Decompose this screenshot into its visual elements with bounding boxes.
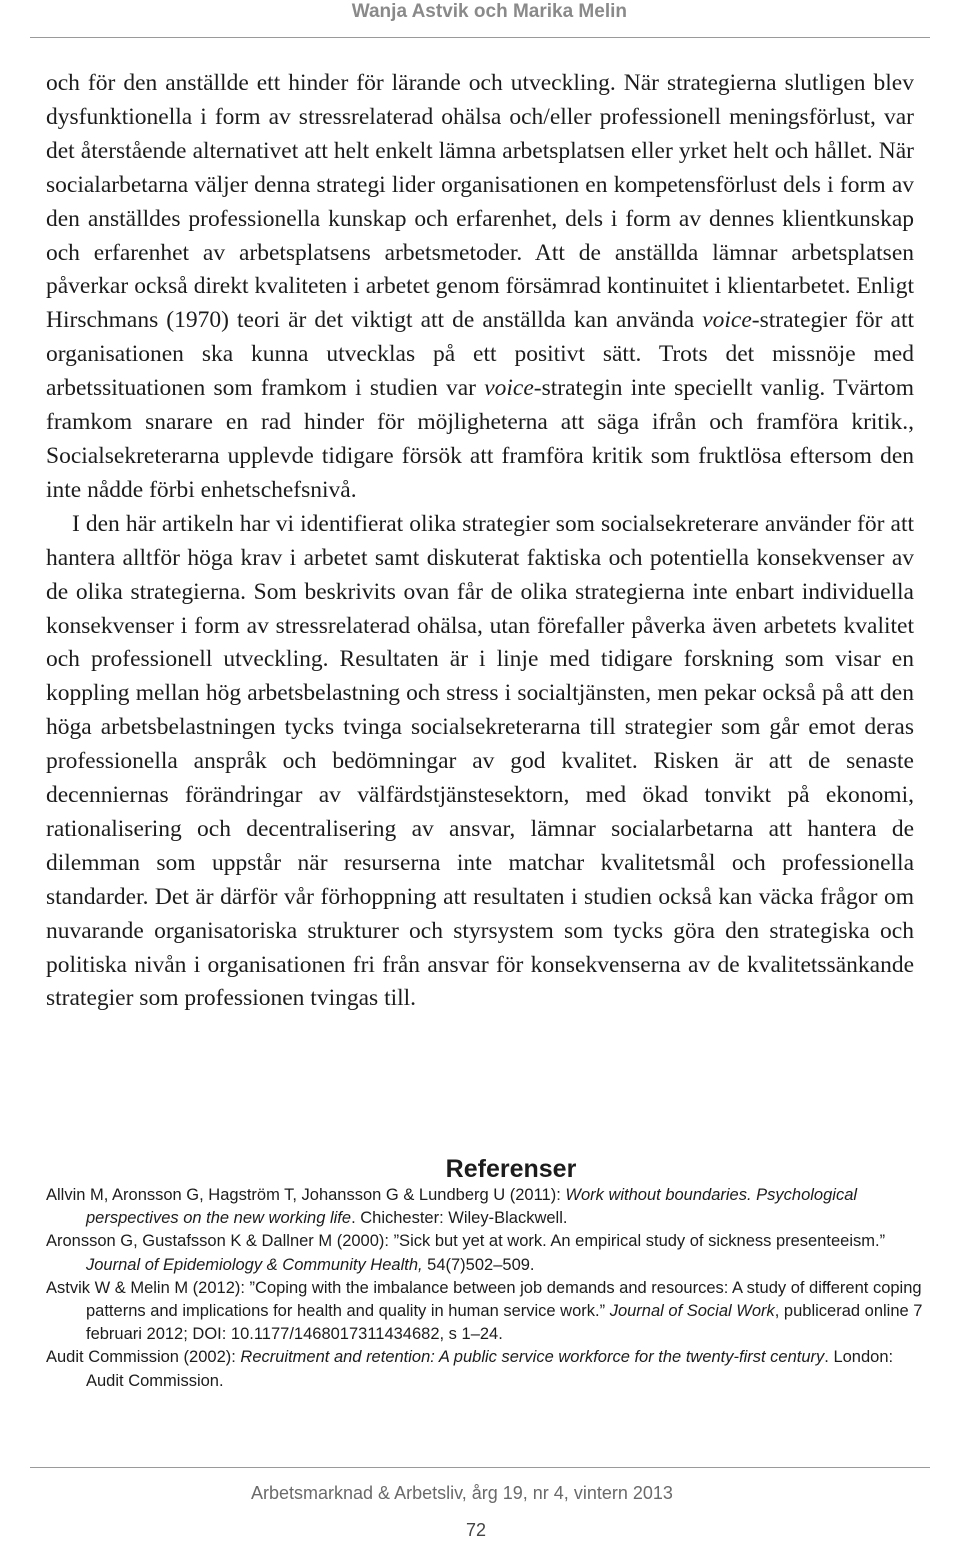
ref-3-journal: Journal of Social Work [609, 1302, 775, 1321]
reference-item [46, 1184, 926, 1230]
references-section [46, 1150, 926, 1393]
reference-item [46, 1346, 926, 1392]
p1-italic-voice-1: voice [702, 307, 752, 334]
body-paragraph-1 [46, 67, 914, 508]
ref-2-authors: Aronsson G, Gustafsson K & Dallner M (2000): ”Sick but yet at work. An empirical study of sickness presenteeism.” [46, 1232, 886, 1251]
ref-4-rest: . London: Audit Commission. [86, 1348, 894, 1390]
reference-item [46, 1230, 926, 1276]
article-body [46, 67, 914, 1016]
ref-4-title: Recruitment and retention: A public service workforce for the twenty-first century [240, 1348, 825, 1367]
p1-text-a: och för den anställde ett hinder för lärande och utveckling. När strategierna slutligen blev dysfunktionella i form av stressrelaterad ohälsa och/eller professionell meningsförlust, var det återstående alternativet att helt enkelt lämna arbetsplatsen eller yrket helt och hållet. När socialarbetarna väljer denna strategi lider organisationen en kompetensförlust dels i form av den anställdes professionella kunskap och erfarenhet, dels i form av dennes klientkunskap och erfarenhet av arbetsplatsens arbetsmetoder. Att de anställda lämnar arbetsplatsen påverkar också direkt kvaliteten i arbetet genom försämrad kontinuitet i klientarbetet. Enligt Hirschmans (1970) teori är det viktigt att de anställda kan använda [46, 70, 914, 334]
ref-1-authors: Allvin M, Aronsson G, Hagström T, Johansson G & Lundberg U (2011): [46, 1186, 566, 1204]
references-heading: Referenser [445, 1155, 577, 1183]
ref-3-authors: Astvik W & Melin M (2012): ”Coping with the imbalance between job demands and resources: A study of different coping patterns and implications for health and quality in human service work.” [46, 1278, 922, 1321]
ref-2-rest: 54(7)502–509. [422, 1255, 535, 1274]
footer-rule [30, 1467, 930, 1468]
page-number: 72 [466, 1520, 487, 1540]
p1-italic-voice-2: voice [484, 375, 534, 402]
ref-3-rest: , publicerad online 7 februari 2012; DOI: 10.1177/1468017311434682, s 1–24. [86, 1302, 923, 1344]
ref-2-journal: Journal of Epidemiology & Community Health, [86, 1255, 423, 1274]
header-author: Wanja Astvik och Marika Melin [351, 1, 627, 22]
running-header [0, 0, 960, 26]
p1-text-b: -strategier för att organisationen ska kunna utvecklas på ett positivt sätt. Trots det missnöje med arbetssituationen som framkom i studien var [46, 307, 915, 402]
footer-journal: Arbetsmarknad & Arbetsliv, årg 19, nr 4, vintern 2013 [251, 1483, 673, 1503]
ref-1-title: Work without boundaries. Psychological perspectives on the new working life [86, 1186, 858, 1228]
p1-text-c: -strategin inte speciellt vanlig. Tvärtom framkom snarare en rad hinder för möjligheterna att säga ifrån och framföra kritik., Socialsekreterarna upplevde tidigare försök att framföra kritik som fruktlösa eftersom den inte nådde förbi enhetschefsnivå. [46, 375, 914, 503]
reference-item [46, 1277, 926, 1347]
header-rule [30, 37, 930, 38]
body-paragraph-2: I den här artikeln har vi identifierat olika strategier som socialsekreterare använder för att hantera alltför höga krav i arbetet samt diskuterat faktiska och potentiella konsekvenser av de olika strategierna. Som beskrivits ovan får de olika strategierna inte enbart individuella konsekvenser i form av stressrelaterad ohälsa, utan förefaller påverka även arbetets kvalitet och professionell utveckling. Resultaten är i linje med tidigare forskning som visar en koppling mellan hög arbetsbelastning och stress i socialtjänsten, men pekar också på att den höga arbetsbelastningen tycks tvinga socialsekreterarna till strategier som går emot deras professionella anspråk och bedömningar av god kvalitet. Risken är att de senaste decenniernas förändringar av välfärdstjänstesektorn, med ökad tonvikt på ekonomi, rationalisering och decentralisering av ansvar, lämnar socialarbetarna att hantera de dilemman som uppstår när resurserna inte matchar kvalitetsmål och professionella standarder. Det är därför vår förhoppning att resultaten i studien också kan väcka frågor om nuvarande organisatoriska strukturer och styrsystem som tycks göra den strategiska och politiska nivån i organisationen fri från ansvar för konsekvenserna av de kvalitetssänkande strategier som professionen tvingas till. [46, 510, 914, 1012]
ref-4-authors: Audit Commission (2002): [46, 1348, 241, 1367]
ref-1-rest: . Chichester: Wiley-Blackwell. [351, 1209, 568, 1228]
